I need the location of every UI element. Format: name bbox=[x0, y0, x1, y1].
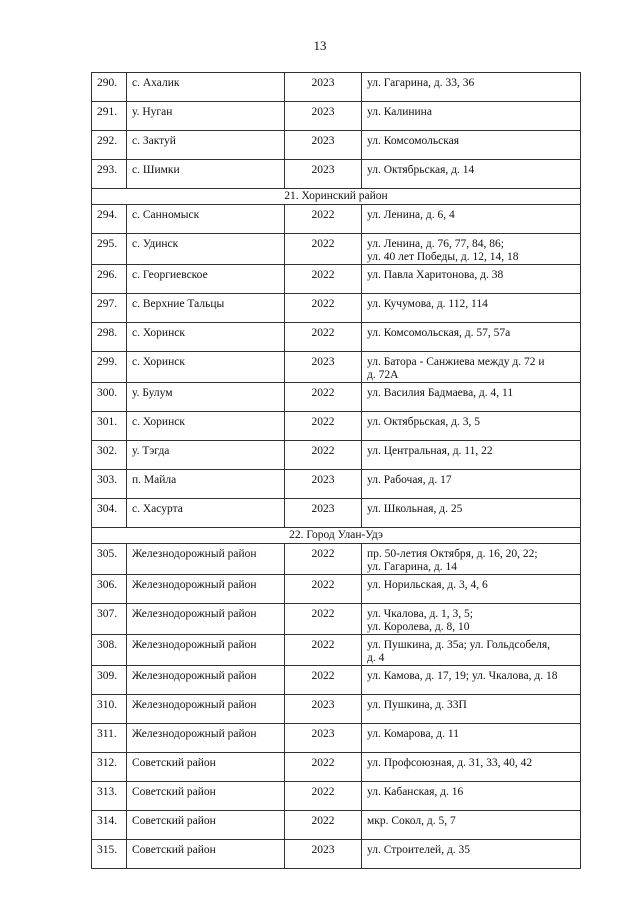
year-cell: 2023 bbox=[285, 499, 362, 528]
section-title: 21. Хоринский район bbox=[92, 189, 581, 205]
settlement-cell: с. Хоринск bbox=[127, 323, 285, 352]
address-cell: ул. Павла Харитонова, д. 38 bbox=[362, 265, 581, 294]
page-number: 13 bbox=[313, 38, 327, 53]
address-cell: ул. Камова, д. 17, 19; ул. Чкалова, д. 18 bbox=[362, 666, 581, 695]
table-row bbox=[92, 604, 581, 635]
address-cell: ул. Калинина bbox=[362, 102, 581, 131]
settlement-cell: с. Ахалик bbox=[127, 73, 285, 102]
year-cell: 2022 bbox=[285, 205, 362, 234]
year-cell: 2022 bbox=[285, 265, 362, 294]
row-number-cell: 291. bbox=[92, 102, 127, 131]
row-number-cell: 310. bbox=[92, 695, 127, 724]
year-cell: 2022 bbox=[285, 575, 362, 604]
table-row bbox=[92, 753, 581, 782]
section-header-row bbox=[92, 528, 581, 544]
year-cell: 2022 bbox=[285, 604, 362, 635]
settlement-cell: у. Тэгда bbox=[127, 441, 285, 470]
settlement-cell: Советский район bbox=[127, 753, 285, 782]
year-cell: 2023 bbox=[285, 160, 362, 189]
year-cell: 2023 bbox=[285, 470, 362, 499]
address-cell: ул. Октябрьская, д. 14 bbox=[362, 160, 581, 189]
objects-table bbox=[91, 72, 581, 869]
row-number-cell: 295. bbox=[92, 234, 127, 265]
settlement-cell: п. Майла bbox=[127, 470, 285, 499]
row-number-cell: 299. bbox=[92, 352, 127, 383]
section-title: 22. Город Улан-Удэ bbox=[92, 528, 581, 544]
row-number-cell: 302. bbox=[92, 441, 127, 470]
address-cell: ул. Рабочая, д. 17 bbox=[362, 470, 581, 499]
row-number-cell: 300. bbox=[92, 383, 127, 412]
table-row bbox=[92, 575, 581, 604]
address-cell: ул. Кучумова, д. 112, 114 bbox=[362, 294, 581, 323]
address-cell: ул. Василия Бадмаева, д. 4, 11 bbox=[362, 383, 581, 412]
year-cell: 2023 bbox=[285, 131, 362, 160]
settlement-cell: Железнодорожный район bbox=[127, 724, 285, 753]
settlement-cell: с. Георгиевское bbox=[127, 265, 285, 294]
address-cell: ул. Батора - Санжиева между д. 72 и д. 72А bbox=[362, 352, 581, 383]
settlement-cell: Советский район bbox=[127, 782, 285, 811]
year-cell: 2023 bbox=[285, 840, 362, 869]
address-cell: ул. Комарова, д. 11 bbox=[362, 724, 581, 753]
settlement-cell: с. Санномыск bbox=[127, 205, 285, 234]
settlement-cell: с. Верхние Тальцы bbox=[127, 294, 285, 323]
settlement-cell: с. Хоринск bbox=[127, 412, 285, 441]
address-cell: ул. Норильская, д. 3, 4, 6 bbox=[362, 575, 581, 604]
year-cell: 2022 bbox=[285, 412, 362, 441]
row-number-cell: 309. bbox=[92, 666, 127, 695]
table-row bbox=[92, 412, 581, 441]
table-row bbox=[92, 695, 581, 724]
table-row bbox=[92, 102, 581, 131]
address-cell: ул. Строителей, д. 35 bbox=[362, 840, 581, 869]
settlement-cell: Железнодорожный район bbox=[127, 604, 285, 635]
address-cell: ул. Пушкина, д. 35а; ул. Гольдсобеля, д. 4 bbox=[362, 635, 581, 666]
table-row bbox=[92, 234, 581, 265]
settlement-cell: у. Нуган bbox=[127, 102, 285, 131]
year-cell: 2022 bbox=[285, 383, 362, 412]
address-cell: ул. Ленина, д. 6, 4 bbox=[362, 205, 581, 234]
table-row bbox=[92, 160, 581, 189]
row-number-cell: 311. bbox=[92, 724, 127, 753]
row-number-cell: 305. bbox=[92, 544, 127, 575]
settlement-cell: Железнодорожный район bbox=[127, 544, 285, 575]
table-row bbox=[92, 131, 581, 160]
row-number-cell: 313. bbox=[92, 782, 127, 811]
table-row bbox=[92, 840, 581, 869]
year-cell: 2023 bbox=[285, 102, 362, 131]
address-cell: ул. Гагарина, д. 33, 36 bbox=[362, 73, 581, 102]
year-cell: 2022 bbox=[285, 441, 362, 470]
table-row bbox=[92, 544, 581, 575]
row-number-cell: 301. bbox=[92, 412, 127, 441]
table-row bbox=[92, 666, 581, 695]
row-number-cell: 308. bbox=[92, 635, 127, 666]
table-row bbox=[92, 265, 581, 294]
table-row bbox=[92, 811, 581, 840]
row-number-cell: 304. bbox=[92, 499, 127, 528]
table-row bbox=[92, 205, 581, 234]
settlement-cell: Железнодорожный район bbox=[127, 695, 285, 724]
year-cell: 2022 bbox=[285, 323, 362, 352]
year-cell: 2022 bbox=[285, 666, 362, 695]
table-row bbox=[92, 294, 581, 323]
year-cell: 2023 bbox=[285, 352, 362, 383]
row-number-cell: 307. bbox=[92, 604, 127, 635]
address-cell: ул. Кабанская, д. 16 bbox=[362, 782, 581, 811]
year-cell: 2022 bbox=[285, 753, 362, 782]
year-cell: 2022 bbox=[285, 294, 362, 323]
objects-table-body bbox=[92, 73, 581, 869]
address-cell: ул. Школьная, д. 25 bbox=[362, 499, 581, 528]
address-cell: ул. Октябрьская, д. 3, 5 bbox=[362, 412, 581, 441]
year-cell: 2022 bbox=[285, 544, 362, 575]
address-cell: ул. Комсомольская bbox=[362, 131, 581, 160]
row-number-cell: 303. bbox=[92, 470, 127, 499]
address-cell: ул. Профсоюзная, д. 31, 33, 40, 42 bbox=[362, 753, 581, 782]
settlement-cell: у. Булум bbox=[127, 383, 285, 412]
table-row bbox=[92, 470, 581, 499]
address-cell: мкр. Сокол, д. 5, 7 bbox=[362, 811, 581, 840]
year-cell: 2023 bbox=[285, 695, 362, 724]
year-cell: 2023 bbox=[285, 724, 362, 753]
row-number-cell: 290. bbox=[92, 73, 127, 102]
table-row bbox=[92, 782, 581, 811]
row-number-cell: 294. bbox=[92, 205, 127, 234]
row-number-cell: 314. bbox=[92, 811, 127, 840]
table-row bbox=[92, 323, 581, 352]
address-cell: ул. Чкалова, д. 1, 3, 5; ул. Королева, д. 8, 10 bbox=[362, 604, 581, 635]
row-number-cell: 296. bbox=[92, 265, 127, 294]
settlement-cell: Железнодорожный район bbox=[127, 635, 285, 666]
address-cell: ул. Комсомольская, д. 57, 57а bbox=[362, 323, 581, 352]
settlement-cell: с. Зактуй bbox=[127, 131, 285, 160]
address-cell: ул. Ленина, д. 76, 77, 84, 86; ул. 40 лет Победы, д. 12, 14, 18 bbox=[362, 234, 581, 265]
settlement-cell: с. Хасурта bbox=[127, 499, 285, 528]
table-row bbox=[92, 352, 581, 383]
table-row bbox=[92, 499, 581, 528]
settlement-cell: Советский район bbox=[127, 811, 285, 840]
table-row bbox=[92, 441, 581, 470]
settlement-cell: с. Удинск bbox=[127, 234, 285, 265]
settlement-cell: с. Хоринск bbox=[127, 352, 285, 383]
settlement-cell: Советский район bbox=[127, 840, 285, 869]
address-cell: ул. Пушкина, д. 33П bbox=[362, 695, 581, 724]
table-row bbox=[92, 73, 581, 102]
settlement-cell: с. Шимки bbox=[127, 160, 285, 189]
year-cell: 2022 bbox=[285, 635, 362, 666]
row-number-cell: 293. bbox=[92, 160, 127, 189]
settlement-cell: Железнодорожный район bbox=[127, 575, 285, 604]
address-cell: ул. Центральная, д. 11, 22 bbox=[362, 441, 581, 470]
table-row bbox=[92, 724, 581, 753]
row-number-cell: 312. bbox=[92, 753, 127, 782]
address-cell: пр. 50-летия Октября, д. 16, 20, 22; ул. Гагарина, д. 14 bbox=[362, 544, 581, 575]
table-row bbox=[92, 635, 581, 666]
row-number-cell: 315. bbox=[92, 840, 127, 869]
row-number-cell: 306. bbox=[92, 575, 127, 604]
row-number-cell: 292. bbox=[92, 131, 127, 160]
year-cell: 2022 bbox=[285, 811, 362, 840]
table-row bbox=[92, 383, 581, 412]
year-cell: 2022 bbox=[285, 234, 362, 265]
settlement-cell: Железнодорожный район bbox=[127, 666, 285, 695]
section-header-row bbox=[92, 189, 581, 205]
year-cell: 2023 bbox=[285, 73, 362, 102]
row-number-cell: 297. bbox=[92, 294, 127, 323]
year-cell: 2022 bbox=[285, 782, 362, 811]
row-number-cell: 298. bbox=[92, 323, 127, 352]
